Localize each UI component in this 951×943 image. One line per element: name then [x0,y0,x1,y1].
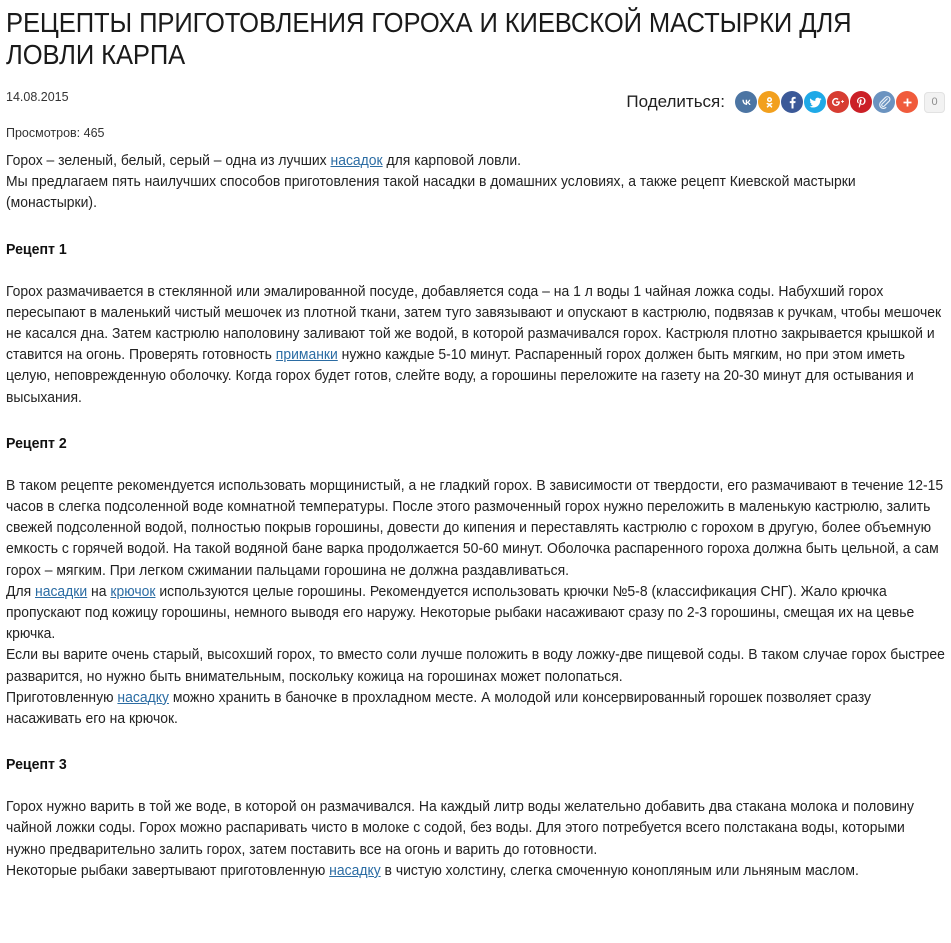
recipe-2-paragraph-2 [6,582,945,646]
recipe-2-p2-text-1: Для [6,583,35,600]
heading-recipe-2: Рецепт 2 [6,435,67,452]
share-facebook-icon[interactable] [781,91,803,113]
article-meta [6,89,945,151]
recipe-1-text-before: Горох размачивается в стеклянной или эмалированной посуде, добавляется сода – на 1 л воды 1 чайная ложка соды. Набухший горох пересыпают в маленький чистый мешочек из плотной ткани, затем туго завязывают и опускают в кастрюлю, подвязав к ручкам, чтобы мешочек не касался дна. Затем кастрюлю наполовину заливают той же водой, в которой размачивался горох. Кастрюля плотно закрывается крышкой и ставится на огонь. Проверять готовность [6,283,942,364]
link-kryuchok[interactable]: крючок [110,583,156,600]
recipe-2-paragraph-3: Если вы варите очень старый, высохший горох, то вместо соли лучше положить в воду ложку-две пищевой соды. В таком случае горох быстрее разварится, но нужно быть внимательным, поскольку кожица на горошинах может полопаться. [6,647,945,685]
recipe-2-p4-text-2: можно хранить в баночке в прохладном месте. А молодой или консервированный горошек позволяет сразу насаживать его на крючок. [6,689,872,728]
link-nasadku-3[interactable]: насадку [329,862,381,879]
lead-line-1-text-before: Горох – зеленый, белый, серый – одна из лучших [6,153,331,169]
share-widget [626,91,945,113]
share-vk-icon[interactable] [735,91,757,113]
recipe-3-paragraph-2 [6,861,945,882]
recipe-1-text-after: нужно каждые 5-10 минут. Распаренный горох должен быть мягким, но при этом иметь целую, неповрежденную оболочку. Когда горох будет готов, слейте воду, а горошины переложите на газету на 20-30 минут для остывания и высыхания. [6,347,914,406]
recipe-1-paragraph [6,282,945,409]
recipe-2-p2-text-2: на [87,583,111,600]
share-odnoklassniki-icon[interactable] [758,91,780,113]
lead-line-1-text-after: для карповой ловли. [382,153,521,169]
share-more-icon[interactable] [896,91,918,113]
lead-line-2: Мы предлагаем пять наилучших способов приготовления такой насадки в домашних условиях, а также рецепт Киевской мастырки (монастырки). [6,174,856,212]
share-livejournal-icon[interactable] [873,91,895,113]
share-count-badge: 0 [924,92,945,113]
views-counter: Просмотров: 465 [6,126,105,140]
page-title: РЕЦЕПТЫ ПРИГОТОВЛЕНИЯ ГОРОХА И КИЕВСКОЙ МАСТЫРКИ ДЛЯ ЛОВЛИ КАРПА [6,7,852,70]
share-pinterest-icon[interactable] [850,91,872,113]
recipe-2-p4-text-1: Приготовленную [6,689,118,706]
recipe-3-p2-text-2: в чистую холстину, слегка смоченную конопляным или льняным маслом. [380,862,859,879]
link-nasadki[interactable]: насадки [34,583,88,600]
recipe-2-p2-text-3: используются целые горошины. Рекомендуется использовать крючки №5-8 (классификация СНГ). Жало крючка пропускают под кожицу горошины, немного выводя его наружу. Некоторые рыбаки насаживают сразу по 2-3 горошины, смещая их на цевье крючка. [6,583,915,643]
recipe-3-paragraph-1: Горох нужно варить в той же воде, в которой он размачивался. На каждый литр воды желательно добавить два стакана молока и половину чайной ложки соды. Горох можно распаривать чисто в молоке с содой, без воды. Для этого потребуется всего полстакана воды, которыми нужно предварительно залить горох, затем поставить все на огонь и варить до готовности. [6,799,914,858]
link-nasadok[interactable]: насадок [330,153,383,169]
recipe-3-p2-text-1: Некоторые рыбаки завертывают приготовленную [6,862,330,879]
heading-recipe-1: Рецепт 1 [6,241,67,258]
link-nasadku-2[interactable]: насадку [117,689,169,706]
recipe-2-paragraph-1: В таком рецепте рекомендуется использовать морщинистый, а не гладкий горох. В зависимости от твердости, его размачивают в течение 12-15 часов в слегка подсоленной воде комнатной температуры. После этого размоченный горох нужно переложить в маленькую кастрюлю, залить свежей подсоленной водой, полностью покрыв горошины, довести до кипения и переставлять кастрюлю с горохом в другую, более объемную емкость с горячей водой. На такой водяной бане варка продолжается 50-60 минут. Оболочка распаренного гороха должна быть цельной, а сам горох – мягким. При легком сжимании пальцами горошина не должна раздавливаться. [6,477,944,579]
share-twitter-icon[interactable] [804,91,826,113]
lead-line-1 [6,151,945,172]
article-page [0,7,951,882]
publish-date: 14.08.2015 [6,90,69,104]
share-button-group [735,91,945,113]
heading-recipe-3: Рецепт 3 [6,757,67,774]
link-primanki[interactable]: приманки [275,347,338,364]
share-label: Поделиться: [626,92,725,111]
lead-paragraphs [6,151,945,215]
recipe-2-paragraph-4 [6,688,945,730]
share-google-plus-icon[interactable] [827,91,849,113]
